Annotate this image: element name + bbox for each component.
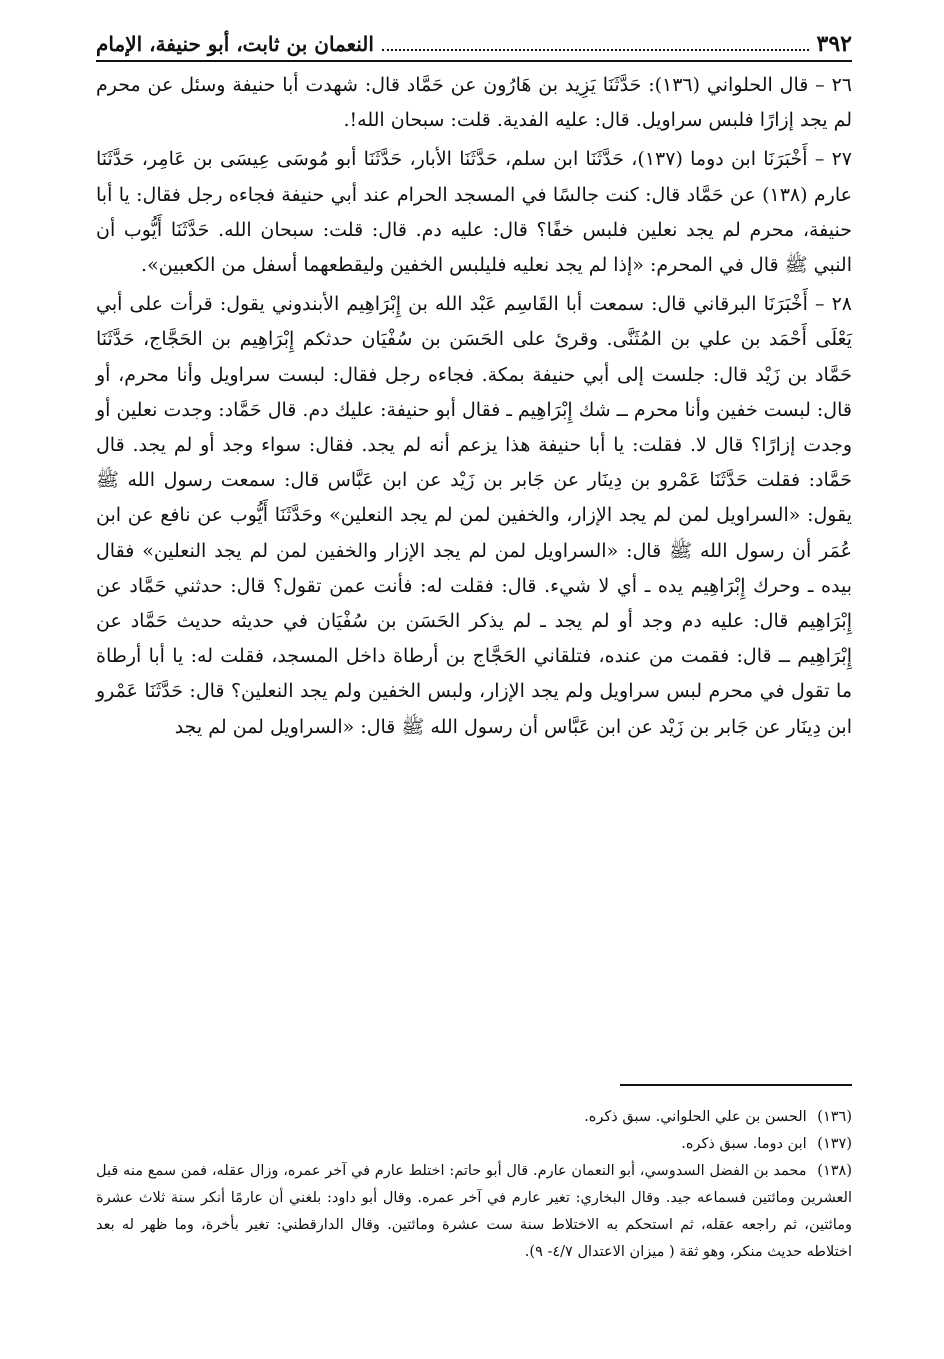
footnote-text: محمد بن الفضل السدوسي، أبو النعمان عارم. قال أبو حاتم: اختلط عارم في آخر عمره، وزال عقله، فمن سمع منه قبل العشرين ومائتين فسماعه جيد. وقال البخاري: تغير عارم في آخر عمره. وقال أبو داود: بلغني أن عارمًا أنكر سنة ثلاث عشرة ومائتين، ثم راجعه عقله، ثم استحكم به الاختلاط سنة ست عشرة ومائتين. وقال الدارقطني: تغير بأخرة، وما ظهر له بعد اختلاطه حديث منكر، وهو ثقة ( ميزان الاعتدال ٤/٧- ٩). — [96, 1163, 852, 1260]
main-text — [96, 68, 852, 745]
footnotes — [96, 1104, 852, 1266]
paragraph-number: ٢٦ — [831, 74, 852, 96]
paragraph-number: ٢٧ — [831, 148, 852, 171]
footnote-137 — [96, 1131, 852, 1158]
header-leader-dots — [382, 48, 809, 51]
footnote-separator — [620, 1084, 852, 1086]
footnote-number: (١٣٨) — [817, 1163, 852, 1179]
paragraph-number: ٢٨ — [831, 293, 852, 316]
page-number: ٣٩٢ — [816, 31, 852, 57]
footnote-136 — [96, 1104, 852, 1131]
running-header — [96, 30, 852, 62]
paragraph-text: – قال الحلواني (١٣٦): حَدَّثَنَا يَزِيد بن هَارُون عن حَمَّاد قال: شهدت أبا حنيفة وسئل عن محرم لم يجد إزارًا فلبس سراويل. قال: عليه الفدية. قلت: سبحان الله!. — [96, 74, 852, 132]
running-title: النعمان بن ثابت، أبو حنيفة، الإمام — [96, 32, 374, 56]
footnote-138 — [96, 1158, 852, 1266]
paragraph-28 — [96, 287, 852, 745]
footnote-text: الحسن بن علي الحلواني. سبق ذكره. — [584, 1109, 807, 1125]
footnote-text: ابن دوما. سبق ذكره. — [681, 1136, 807, 1152]
paragraph-27 — [96, 142, 852, 283]
footnote-number: (١٣٧) — [817, 1136, 852, 1152]
paragraph-text: – أَخْبَرَنَا البرقاني قال: سمعت أبا القَاسِم عَبْد الله بن إِبْرَاهِيم الأبندوني يقول: قرأت على أبي يَعْلَى أَحْمَد بن علي بن المُثَنَّى. وقرئ على الحَسَن بن سُفْيَان حدثكم إِبْرَاهِيم بن الحَجَّاج، حَدَّثَنَا حَمَّاد بن زَيْد قال: جلست إلى أبي حنيفة بمكة. فجاءه رجل فقال: لبست سراويل وأنا محرم، أو قال: لبست خفين وأنا محرم ــ شك إِبْرَاهِيم ـ فقال أبو حنيفة: عليك دم. قال حَمَّاد: وجدت نعلين أو وجدت إزارًا؟ قال لا. فقلت: يا أبا حنيفة هذا يزعم أنه لم يجد. فقال: سواء وجد أو لم يجد. قال حَمَّاد: فقلت حَدَّثَنَا عَمْرو بن دِينَار عن جَابر بن زَيْد عن ابن عَبَّاس قال: سمعت رسول الله ﷺ يقول: «السراويل لمن لم يجد الإزار، والخفين لمن لم يجد النعلين» وحَدَّثَنَا أَيُّوب عن نافع عن ابن عُمَر أن رسول الله ﷺ قال: «السراويل لمن لم يجد الإزار والخفين لمن لم يجد النعلين» فقال بيده ـ وحرك إِبْرَاهِيم يده ـ أي لا شيء. قال: فقلت له: فأنت عمن تقول؟ قال: حدثني حَمَّاد عن إِبْرَاهِيم قال: عليه دم وجد أو لم يجد ـ لم يذكر الحَسَن بن سُفْيَان في حديثه حديث حَمَّاد عن إِبْرَاهِيم ــ قال: فقمت من عنده، فتلقاني الحَجَّاج بن أرطاة داخل المسجد، فقلت له: يا أبا أرطاة ما تقول في محرم لبس سراويل ولم يجد الإزار، ولبس الخفين ولم يجد النعلين؟ قال: حَدَّثَنَا عَمْرو ابن دِينَار عن جَابر بن زَيْد عن ابن عَبَّاس أن رسول الله ﷺ قال: «السراويل لمن لم يجد — [95, 293, 853, 738]
footnote-number: (١٣٦) — [817, 1109, 852, 1125]
paragraph-26 — [96, 68, 852, 138]
paragraph-text: – أَخْبَرَنَا ابن دوما (١٣٧)، حَدَّثَنَا ابن سلم، حَدَّثَنَا الأبار، حَدَّثَنَا أبو مُوسَى عِيسَى بن عَامِر، حَدَّثَنَا عارم (١٣٨) عن حَمَّاد قال: كنت جالسًا في المسجد الحرام عند أبي حنيفة فجاءه رجل فقال: يا أبا حنيفة، محرم لم يجد نعلين فلبس خفًا؟ قال: عليه دم. قال: قلت: سبحان الله. حَدَّثَنَا أَيُّوب أن النبي ﷺ قال في المحرم: «إذا لم يجد نعليه فليلبس الخفين وليقطعهما أسفل من الكعبين». — [96, 148, 852, 277]
